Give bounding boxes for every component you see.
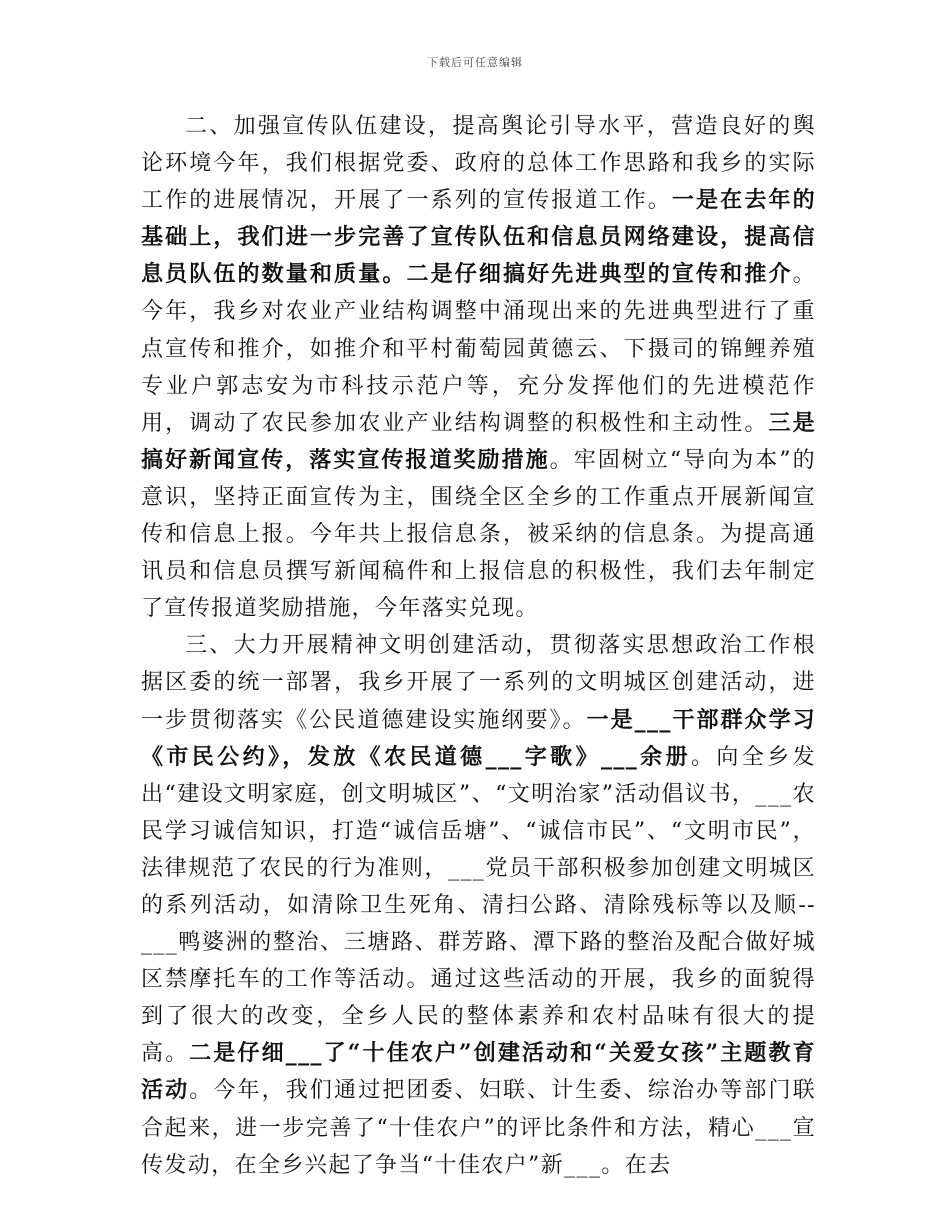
text-segment: 。今年，我乡对农业产业结构调整中涌现出来的先进典型进行了重点宣传和推介，如推介和平村葡萄园黄德云、下摄司的锦鲤养殖专业户郭志安为市科技示范户等，充分发挥他们的先进模范作用，调动了农民参加农业产业结构调整的积极性和主动性。 xyxy=(141,262,816,436)
text-segment: 。向全乡发出“建设文明家庭，创文明城区”、“文明治家”活动倡议书，___农民学习诚信知识，打造“诚信岳塘”、“诚信市民”、“文明市民”，法律规范了农民的行为准则，___党员干部积极参加创建文明城区的系列活动，如清除卫生死角、清扫公路、清除残标等以及顺--___鸭婆洲的整治、三塘路、群芳路、潭下路的整治及配合做好城区禁摩托车的工作等活动。通过这些活动的开展，我乡的面貌得到了很大的改变，全乡人民的整体素养和农村品味有很大的提高。 xyxy=(141,744,816,1067)
bold-segment: 三是搞好新闻宣传，落实宣传报道奖励措施 xyxy=(141,409,816,473)
bold-segment: 一是___干部群众学习《市民公约》，发放《农民道德___字歌》___余册 xyxy=(141,706,816,770)
bold-segment: 一是在去年的基础上，我们进一步完善了宣传队伍和信息员网络建设，提高信息员队伍的数量和质量。二是仔细搞好先进典型的宣传和推介 xyxy=(141,187,816,288)
paragraph-publicity-team xyxy=(141,108,816,627)
text-segment: 三、大力开展精神文明创建活动，贯彻落实思想政治工作根据区委的统一部署，我乡开展了一系列的文明城区创建活动，进一步贯彻落实《公民道德建设实施纲要》。 xyxy=(141,633,816,733)
paragraph-civilization-campaign xyxy=(141,627,816,1183)
bold-segment: 二是仔细___了“十佳农户”创建活动和“关爱女孩”主题教育活动 xyxy=(141,1040,816,1104)
text-segment: 二、加强宣传队伍建设，提高舆论引导水平，营造良好的舆论环境今年，我们根据党委、政府的总体工作思路和我乡的实际工作的进展情况，开展了一系列的宣传报道工作。 xyxy=(141,114,816,214)
document-body xyxy=(141,108,816,1184)
text-segment: 。今年，我们通过把团委、妇联、计生委、综治办等部门联合起来，进一步完善了“十佳农户”的评比条件和方法，精心___宣传发动，在全乡兴起了争当“十佳农户”新___。在去 xyxy=(141,1078,816,1178)
text-segment: 。牢固树立“导向为本”的意识，坚持正面宣传为主，围绕全区全乡的工作重点开展新闻宣传和信息上报。今年共上报信息条，被采纳的信息条。为提高通讯员和信息员撰写新闻稿件和上报信息的积极性，我们去年制定了宣传报道奖励措施，今年落实兑现。 xyxy=(141,447,816,622)
page-header: 下载后可任意编辑 xyxy=(427,56,523,69)
